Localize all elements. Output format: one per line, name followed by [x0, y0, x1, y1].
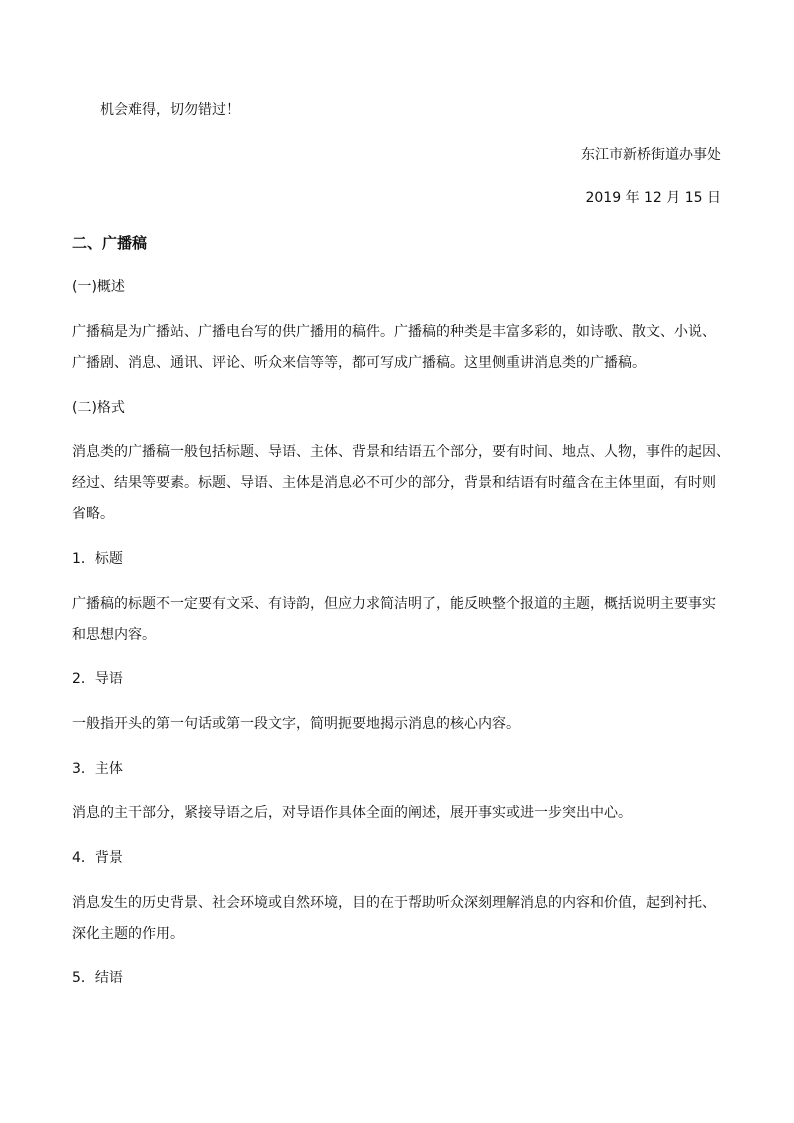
issuer-signature: 东江市新桥街道办事处	[581, 147, 721, 163]
item-body-line-1: 消息的主干部分，紧接导语之后，对导语作具体全面的阐述，展开事实或进一步突出中心。	[72, 805, 632, 821]
section-title: 二、广播稿	[72, 234, 148, 252]
format-heading: (二)格式	[72, 400, 125, 416]
format-line-1: 消息类的广播稿一般包括标题、导语、主体、背景和结语五个部分，要有时间、地点、人物，事件的起因、	[72, 444, 730, 460]
item-heading-background: 4．背景	[72, 850, 123, 866]
item-paragraph-title	[72, 594, 732, 645]
overview-heading: (一)概述	[72, 279, 125, 295]
overview-line-1: 广播稿是为广播站、广播电台写的供广播用的稿件。广播稿的种类是丰富多彩的，如诗歌、散文、小说、	[72, 324, 716, 340]
item-heading-lead: 2．导语	[72, 671, 123, 687]
format-line-3: 省略。	[72, 506, 114, 522]
item-paragraph-background	[72, 893, 732, 944]
item-title-line-2: 和思想内容。	[72, 627, 156, 643]
item-paragraph-body	[72, 803, 732, 823]
item-lead-line-1: 一般指开头的第一句话或第一段文字，简明扼要地揭示消息的核心内容。	[72, 716, 520, 732]
item-paragraph-lead	[72, 714, 732, 734]
item-heading-title: 1．标题	[72, 551, 123, 567]
format-line-2: 经过、结果等要素。标题、导语、主体是消息必不可少的部分，背景和结语有时蕴含在主体里面，有时则	[72, 475, 716, 491]
item-background-line-1: 消息发生的历史背景、社会环境或自然环境，目的在于帮助听众深刻理解消息的内容和价值，起到衬托、	[72, 895, 716, 911]
item-heading-body: 3．主体	[72, 761, 123, 777]
issue-date: 2019 年 12 月 15 日	[585, 190, 721, 206]
item-background-line-2: 深化主题的作用。	[72, 926, 184, 942]
overview-line-2: 广播剧、消息、通讯、评论、听众来信等等，都可写成广播稿。这里侧重讲消息类的广播稿。	[72, 355, 646, 371]
overview-paragraph	[72, 322, 732, 373]
format-paragraph	[72, 442, 732, 524]
item-title-line-1: 广播稿的标题不一定要有文采、有诗韵，但应力求简洁明了，能反映整个报道的主题，概括说明主要事实	[72, 596, 716, 612]
closing-line: 机会难得，切勿错过！	[100, 102, 240, 118]
item-heading-conclusion: 5．结语	[72, 970, 123, 986]
